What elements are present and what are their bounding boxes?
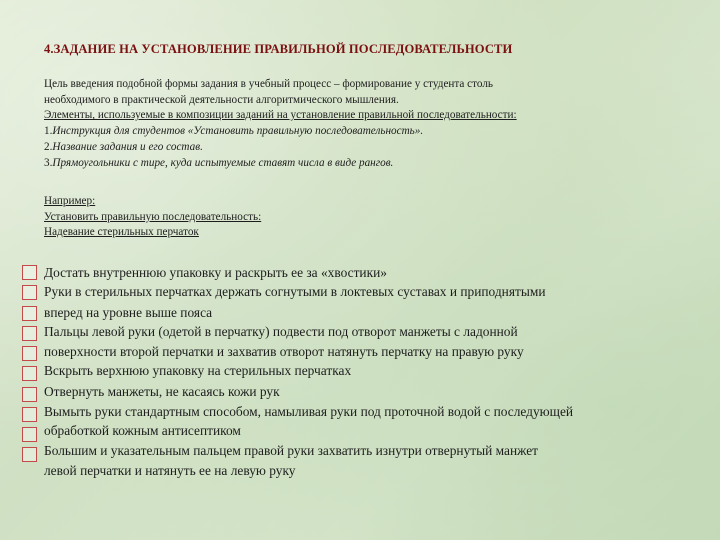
rank-box[interactable] (22, 447, 37, 462)
element-number: 1. (44, 125, 53, 138)
rank-box[interactable] (22, 387, 37, 402)
element-item-3 (44, 156, 694, 172)
step-line-5: Отвернуть манжеты, не касаясь кожи рук (44, 383, 280, 399)
rank-boxes (22, 263, 42, 463)
rank-box[interactable] (22, 326, 37, 341)
example-block (44, 194, 444, 241)
step-line-6: Вымыть руки стандартным способом, намыливая руки под проточной водой с последующей (44, 404, 574, 420)
step-line-2: Руки в стерильных перчатках держать согнутыми в локтевых суставах и приподнятыми (44, 284, 546, 300)
step-line-2-cont: вперед на уровне выше пояса (44, 304, 213, 320)
rank-box[interactable] (22, 407, 37, 422)
element-text: Инструкция для студентов «Установить правильную последовательность». (52, 125, 424, 138)
goal-text-line-2: необходимого в практической деятельности алгоритмического мышления. (44, 93, 399, 106)
rank-box[interactable] (22, 427, 37, 442)
element-item-1 (44, 124, 694, 140)
step-line-7: Большим и указательным пальцем правой руки захватить изнутри отвернутый манжет (44, 442, 539, 458)
slide-title: 4.ЗАДАНИЕ НА УСТАНОВЛЕНИЕ ПРАВИЛЬНОЙ ПОСЛЕДОВАТЕЛЬНОСТИ (44, 42, 513, 56)
element-number: 2. (44, 140, 53, 153)
step-line-3: Пальцы левой руки (одетой в перчатку) подвести под отворот манжеты с ладонной (44, 323, 518, 339)
elements-heading: Элементы, используемые в композиции заданий на установление правильной последовательности: (44, 109, 517, 122)
example-instruction: Установить правильную последовательность: (44, 210, 262, 223)
element-item-2 (44, 140, 694, 156)
example-label: Например: (44, 195, 96, 207)
goal-text-line-1: Цель введения подобной формы задания в учебный процесс – формирование у студента столь (44, 78, 494, 90)
rank-box[interactable] (22, 346, 37, 361)
rank-box[interactable] (22, 306, 37, 321)
steps-list (44, 263, 704, 480)
element-text: Прямоугольники с тире, куда испытуемые ставят числа в виде рангов. (52, 156, 394, 169)
rank-box[interactable] (22, 366, 37, 381)
example-task-name: Надевание стерильных перчаток (44, 226, 199, 239)
element-number: 3. (44, 156, 53, 169)
step-line-1: Достать внутреннюю упаковку и раскрыть ее за «хвостики» (44, 265, 387, 280)
step-line-7-cont: левой перчатки и натянуть ее на левую руку (44, 462, 296, 478)
intro-block (44, 77, 694, 171)
rank-box[interactable] (22, 285, 37, 300)
rank-box[interactable] (22, 265, 37, 280)
step-line-3-cont: поверхности второй перчатки и захватив отворот натянуть перчатку на правую руку (44, 344, 524, 360)
step-line-4: Вскрыть верхнюю упаковку на стерильных перчатках (44, 363, 352, 379)
step-line-6-cont: обработкой кожным антисептиком (44, 423, 241, 439)
element-text: Название задания и его состав. (52, 140, 203, 153)
